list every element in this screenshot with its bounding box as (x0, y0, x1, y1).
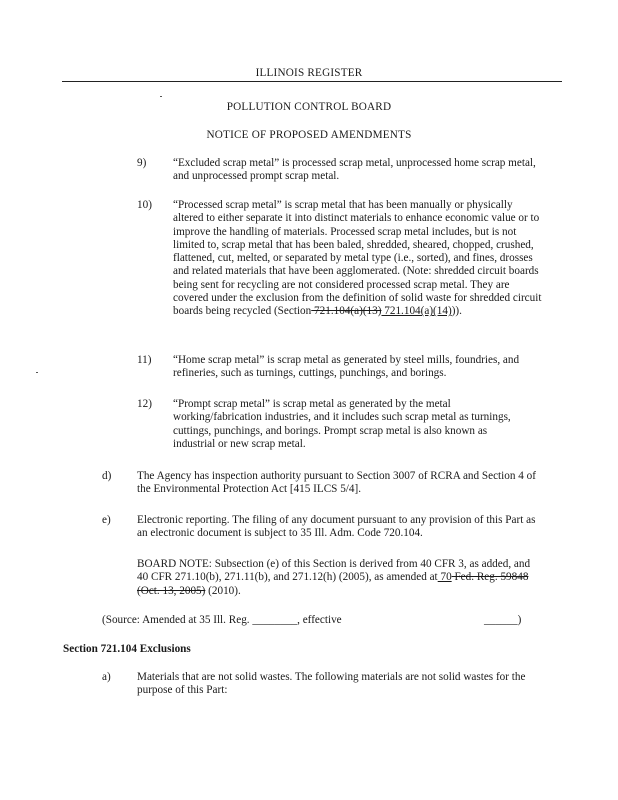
item-text (173, 354, 543, 381)
subsection-text (137, 671, 543, 698)
item-text (173, 398, 518, 451)
board-note-body: BOARD NOTE: Subsection (e) of this Section is derived from 40 CFR 3, as added, and 40 CFR 271.10(b), 271.11(b), and 271.12(h) (2005), as amended at (137, 558, 531, 584)
scan-speck (160, 96, 162, 97)
item-10-body: “Processed scrap metal” is scrap metal that has been manually or physically altered to either separate it into distinct materials to enhance economic value or to improve the handling of materials. Processed scrap metal includes, but is not limited to, scrap metal that has been baled, shredded, sheared, chopped, crushed, flattened, cut, melted, or separated by metal type (i.e., sorted), and fines, drosses and related materials that have been agglomerated. (Note: shredded circuit boards being sent for recycling are not considered processed scrap metal. They are covered under the exclusion from the definition of solid waste for shredded circuit boards being recycled (Section (173, 199, 542, 318)
item-number: 12) (137, 398, 152, 410)
item-number: 9) (137, 157, 147, 169)
inserted-citation: 70 (437, 571, 452, 584)
item-10-tail: )). (451, 305, 462, 318)
notice-title: NOTICE OF PROPOSED AMENDMENTS (206, 129, 412, 141)
inserted-citation: 721.104(a)(14) (381, 305, 452, 318)
scan-speck (36, 372, 38, 373)
section-a-text: Materials that are not solid wastes. The following materials are not solid wastes for the purpose of this Part: (137, 671, 526, 697)
deleted-citation: Fed. Reg. 59848 (Oct. 13, 2005) (137, 571, 529, 597)
subsection-letter: a) (102, 671, 111, 683)
item-12-text: “Prompt scrap metal” is scrap metal as generated by the metal working/fabrication industries, and it includes such scrap metal as turnings, cuttings, punchings, and borings. Prompt scrap metal is also known as industrial or new scrap metal. (173, 398, 511, 450)
board-note-text (137, 558, 543, 598)
source-line-end: ______) (484, 614, 522, 626)
item-text (173, 157, 543, 184)
board-note-tail: (2010). (205, 584, 241, 597)
board-note (137, 558, 543, 598)
source-line: (Source: Amended at 35 Ill. Reg. ________, effective (102, 614, 342, 626)
subsection-text (137, 470, 543, 497)
section-e-text: Electronic reporting. The filing of any document pursuant to any provision of this Part as an electronic document is subject to 35 Ill. Adm. Code 720.104. (137, 514, 536, 540)
header-rule (62, 81, 562, 82)
board-title: POLLUTION CONTROL BOARD (226, 101, 392, 113)
item-9-text: “Excluded scrap metal” is processed scrap metal, unprocessed home scrap metal, and unprocessed prompt scrap metal. (173, 157, 536, 183)
section-d-text: The Agency has inspection authority pursuant to Section 3007 of RCRA and Section 4 of the Environmental Protection Act [415 ILCS 5/4]. (137, 470, 536, 496)
item-11-text: “Home scrap metal” is scrap metal as generated by steel mills, foundries, and refineries, such as turnings, cuttings, punchings, and borings. (173, 354, 520, 380)
item-number: 10) (137, 199, 152, 211)
subsection-text (137, 514, 543, 541)
subsection-letter: e) (102, 514, 111, 526)
register-title: ILLINOIS REGISTER (255, 67, 363, 79)
item-number: 11) (137, 354, 152, 366)
section-heading: Section 721.104 Exclusions (63, 643, 191, 655)
deleted-citation: 721.104(a)(13) (311, 305, 382, 318)
item-text (173, 199, 543, 319)
subsection-letter: d) (102, 470, 112, 482)
item-10-text (173, 199, 543, 319)
